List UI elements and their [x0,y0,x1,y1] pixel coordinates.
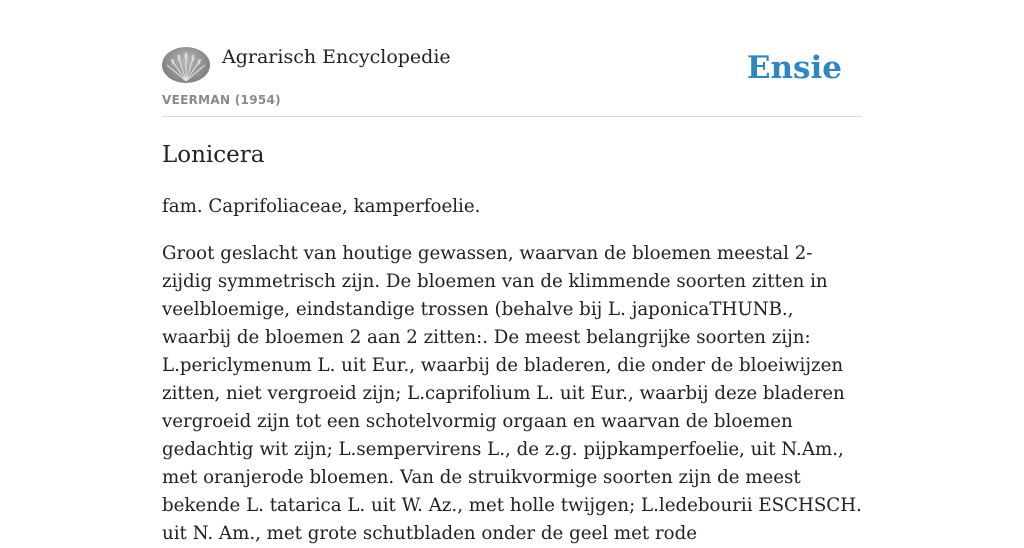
wheat-logo-graphic [162,47,210,83]
brand-logo[interactable]: Ensie [746,50,842,86]
article-body: Groot geslacht van houtige gewassen, waarvan de bloemen meestal 2-zijdig symmetrisch zijn. De bloemen van de klimmende soorten zitten in veelbloemige, eindstandige trossen (behalve bij L. japonicaTHUNB., waarbij de bloemen 2 aan 2 zitten:. De meest belangrijke soorten zijn: L.periclymenum L. uit Eur., waarbij de bladeren, die onder de bloeiwijzen zitten, niet vergroeid zijn; L.caprifolium L. uit Eur., waarbij deze bladeren vergroeid zijn tot een schotelvormig orgaan en waarvan de bloemen gedachtig wit zijn; L.sempervirens L., de z.g. pijpkamperfoelie, uit N.Am., met oranjerode bloemen. Van de struikvormige soorten zijn de meest bekende L. tatarica L. uit W. Az., met holle twijgen; L.ledebourii ESCHSCH. uit N. Am., met grote schutbladen onder de geel met rode [162,243,862,544]
article-title: Lonicera [162,142,265,168]
article [162,140,862,548]
wheat-logo-icon[interactable] [162,47,210,83]
source-subtitle: VEERMAN (1954) [162,93,281,107]
site-title[interactable]: Agrarisch Encyclopedie [222,46,451,68]
site-header [162,0,862,117]
article-lead: fam. Caprifoliaceae, kamperfoelie. [162,196,481,217]
